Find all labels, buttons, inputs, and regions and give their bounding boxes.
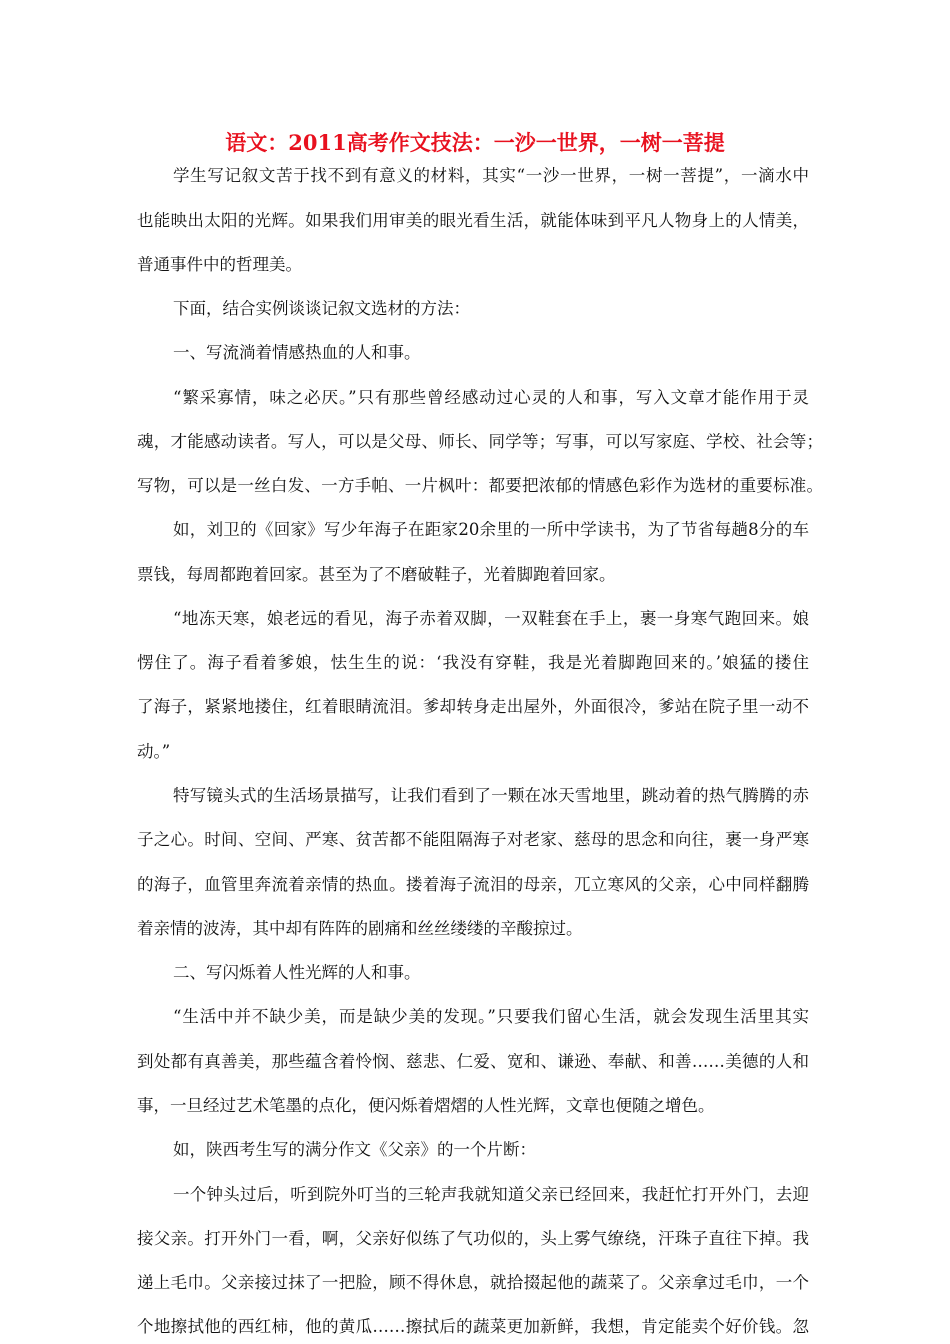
paragraph-line: 特写镜头式的生活场景描写，让我们看到了一颗在冰天雪地里，跳动着的热气腾腾的赤 — [173, 786, 809, 805]
paragraph-line: 了海子，紧紧地搂住，红着眼睛流泪。爹却转身走出屋外，外面很冷，爹站在院子里一动不 — [137, 697, 809, 716]
paragraph-line: 的海子，血管里奔流着亲情的热血。搂着海子流泪的母亲，兀立寒风的父亲，心中同样翻腾 — [137, 875, 809, 894]
paragraph-line: 子之心。时间、空间、严寒、贫苦都不能阻隔海子对老家、慈母的思念和向往，裹一身严寒 — [137, 830, 809, 849]
paragraph-line: 也能映出太阳的光辉。如果我们用审美的眼光看生活，就能体味到平凡人物身上的人情美， — [137, 211, 809, 230]
paragraph-line: 学生写记叙文苦于找不到有意义的材料，其实“一沙一世界，一树一菩提”，一滴水中 — [173, 166, 809, 185]
paragraph-line: 一个钟头过后，听到院外叮当的三轮声我就知道父亲已经回来，我赶忙打开外门，去迎 — [173, 1185, 809, 1204]
paragraph-line: 愣住了。海子看着爹娘，怯生生的说：‘我没有穿鞋，我是光着脚跑回来的。’娘猛的搂住 — [137, 653, 809, 672]
paragraph-line: 着亲情的波涛，其中却有阵阵的剧痛和丝丝缕缕的辛酸掠过。 — [137, 919, 583, 938]
paragraph-line: 动。” — [137, 742, 171, 761]
paragraph-line: 如，陕西考生写的满分作文《父亲》的一个片断： — [173, 1140, 536, 1159]
document-title: 语文：2011高考作文技法：一沙一世界，一树一菩提 — [225, 130, 725, 155]
paragraph-line: 票钱，每周都跑着回家。甚至为了不磨破鞋子，光着脚跑着回家。 — [137, 565, 616, 584]
paragraph-line: 递上毛巾。父亲接过抹了一把脸，顾不得休息，就拾掇起他的蔬菜了。父亲拿过毛巾，一个 — [137, 1273, 809, 1292]
paragraph-line: 下面，结合实例谈谈记叙文选材的方法： — [173, 299, 470, 318]
paragraph-line: 二、写闪烁着人性光辉的人和事。 — [173, 963, 421, 982]
paragraph-line: “生活中并不缺少美，而是缺少美的发现。”只要我们留心生活，就会发现生活里其实 — [173, 1007, 809, 1026]
paragraph-line: 事，一旦经过艺术笔墨的点化，便闪烁着熠熠的人性光辉，文章也便随之增色。 — [137, 1096, 715, 1115]
paragraph-line: 写物，可以是一丝白发、一方手帕、一片枫叶：都要把浓郁的情感色彩作为选材的重要标准。 — [137, 476, 823, 495]
paragraph-line: 普通事件中的哲理美。 — [137, 255, 302, 274]
paragraph-line: 一、写流淌着情感热血的人和事。 — [173, 343, 421, 362]
paragraph-line: 如，刘卫的《回家》写少年海子在距家20余里的一所中学读书，为了节省每趟8分的车 — [173, 520, 809, 539]
paragraph-line: 到处都有真善美，那些蕴含着怜悯、慈悲、仁爱、宽和、谦逊、奉献、和善……美德的人和 — [137, 1052, 809, 1071]
paragraph-line: 个地擦拭他的西红柿，他的黄瓜……擦拭后的蔬菜更加新鲜，我想，肯定能卖个好价钱。忽 — [137, 1317, 809, 1336]
paragraph-line: 接父亲。打开外门一看，啊，父亲好似练了气功似的，头上雾气缭绕，汗珠子直往下掉。我 — [137, 1229, 809, 1248]
paragraph-line: 魂，才能感动读者。写人，可以是父母、师长、同学等；写事，可以写家庭、学校、社会等； — [137, 432, 823, 451]
paragraph-line: “繁采寡情，味之必厌。”只有那些曾经感动过心灵的人和事，写入文章才能作用于灵 — [173, 388, 809, 407]
paragraph-line: “地冻天寒，娘老远的看见，海子赤着双脚，一双鞋套在手上，裹一身寒气跑回来。娘 — [173, 609, 809, 628]
